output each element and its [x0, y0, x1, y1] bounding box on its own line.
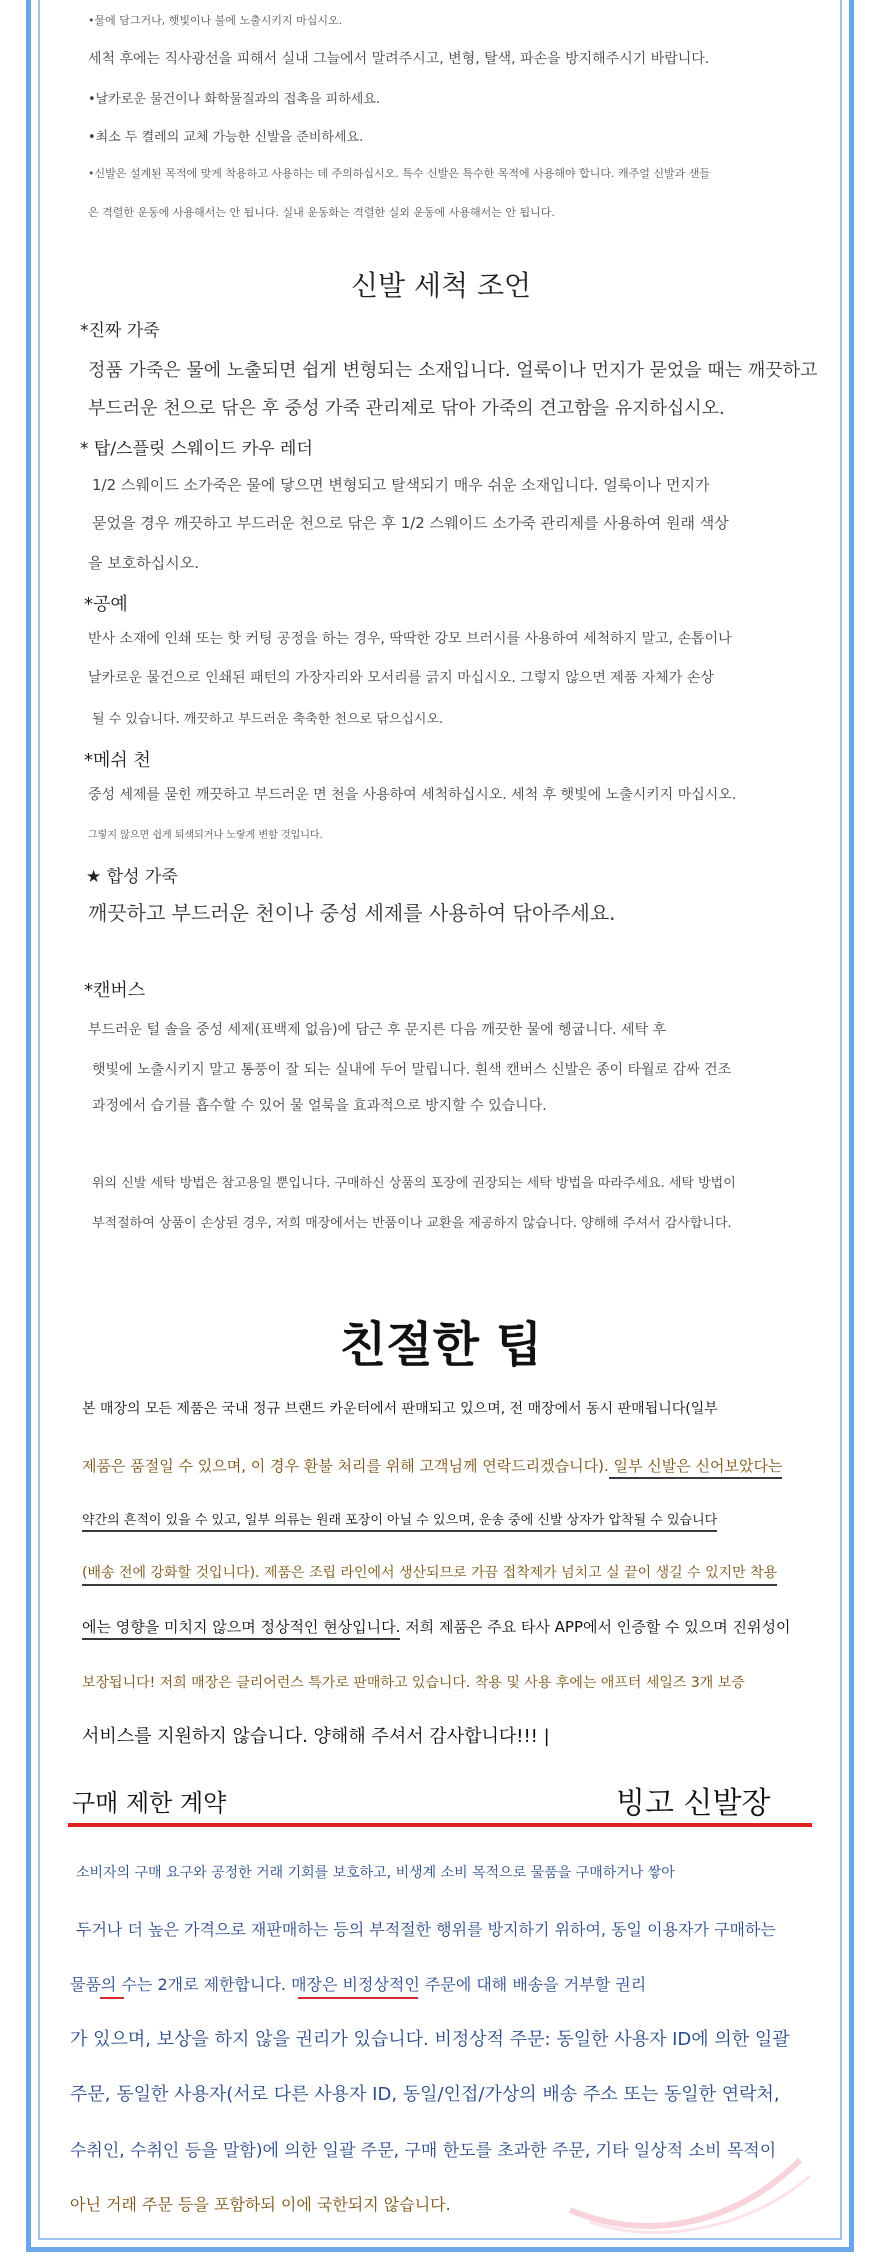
care-text: 부드러운 천으로 닦은 후 중성 가죽 관리제로 닦아 가죽의 견고함을 유지하십시오. — [88, 398, 725, 419]
intro-line: •신발은 설계된 목적에 맞게 착용하고 사용하는 데 주의하십시오. 특수 신발은 특수한 목적에 사용해야 합니다. 캐주얼 신발과 샌들 — [88, 167, 710, 180]
intro-line: 은 격렬한 운동에 사용해서는 안 됩니다. 실내 운동화는 격렬한 실외 운동에 사용해서는 안 됩니다. — [88, 206, 555, 219]
care-text: 날카로운 물건으로 인쇄된 패턴의 가장자리와 모서리를 긁지 마십시오. 그렇지 않으면 제품 자체가 손상 — [88, 670, 714, 686]
tips-line — [82, 1455, 782, 1476]
care-text: 깨끗하고 부드러운 천이나 중성 세제를 사용하여 닦아주세요. — [88, 901, 616, 925]
contract-title: 구매 제한 계약 — [72, 1789, 227, 1817]
care-heading-genuine-leather: *진짜 가죽 — [80, 321, 160, 341]
contract-line: 소비자의 구매 요구와 공정한 거래 기회를 보호하고, 비생계 소비 목적으로 물품을 구매하거나 쌓아 — [76, 1865, 675, 1881]
care-heading-mesh: *메쉬 천 — [84, 750, 151, 771]
intro-line: •물에 담그거나, 햇빛이나 불에 노출시키지 마십시오. — [88, 14, 343, 27]
care-text: 반사 소재에 인쇄 또는 핫 커팅 공정을 하는 경우, 딱딱한 강모 브러시를 사용하여 세척하지 말고, 손톱이나 — [88, 631, 732, 647]
intro-line: •최소 두 켤레의 교체 가능한 신발을 준비하세요. — [88, 130, 364, 145]
contract-text: 물품의 수는 2개로 제한합니다. 매장은 비정상적인 주문에 대해 배송을 거부할 권리 — [70, 1975, 647, 1994]
contract-line — [70, 1972, 646, 1995]
tips-line: 본 매장의 모든 제품은 국내 정규 브랜드 카운터에서 판매되고 있으며, 전 매장에서 동시 판매됩니다(일부 — [82, 1401, 718, 1417]
care-text: 정품 가죽은 물에 노출되면 쉽게 변형되는 소재입니다. 얼룩이나 먼지가 묻었을 때는 깨끗하고 — [88, 360, 818, 381]
care-text: 햇빛에 노출시키지 말고 통풍이 잘 되는 실내에 두어 말립니다. 흰색 캔버스 신발은 종이 타월로 감싸 건조 — [92, 1062, 732, 1078]
contract-line: 아닌 거래 주문 등을 포함하되 이에 국한되지 않습니다. — [70, 2195, 451, 2214]
care-text: 묻었을 경우 깨끗하고 부드러운 천으로 닦은 후 1/2 스웨이드 소가죽 관리제를 사용하여 원래 색상 — [92, 514, 729, 532]
red-underline-mark — [100, 1997, 124, 1999]
tips-text: 저희 제품은 주요 타사 APP에서 인증할 수 있으며 진위성이 — [400, 1618, 791, 1636]
red-underline-mark — [298, 1997, 418, 1999]
care-heading-canvas: *캔버스 — [84, 980, 146, 1001]
tips-line: 보장됩니다! 저희 매장은 클리어런스 특가로 판매하고 있습니다. 착용 및 사용 후에는 애프터 세일즈 3개 보증 — [82, 1675, 745, 1691]
red-divider — [68, 1823, 812, 1827]
care-text: 될 수 있습니다. 깨끗하고 부드러운 축축한 천으로 닦으십시오. — [92, 712, 444, 727]
tips-text: 제품은 품절일 수 있으며, 이 경우 환불 처리를 위해 고객님께 연락드리겠습니다). — [82, 1457, 609, 1475]
care-text: 그렇지 않으면 쉽게 퇴색되거나 노랗게 변할 것입니다. — [88, 830, 323, 841]
tips-line: 서비스를 지원하지 않습니다. 양해해 주셔서 감사합니다!!! | — [82, 1726, 550, 1747]
care-heading-synthetic: ★ 합성 가죽 — [86, 867, 178, 887]
care-text: 1/2 스웨이드 소가죽은 물에 닿으면 변형되고 탈색되기 매우 쉬운 소재입니다. 얼룩이나 먼지가 — [92, 476, 710, 494]
care-text: 을 보호하십시오. — [88, 554, 199, 572]
tips-title: 친절한 팁 — [339, 1317, 543, 1373]
contract-line: 가 있으며, 보상을 하지 않을 권리가 있습니다. 비정상적 주문: 동일한 사용자 ID에 의한 일괄 — [70, 2029, 790, 2050]
care-text: 중성 세제를 묻힌 깨끗하고 부드러운 면 천을 사용하여 세척하십시오. 세척 후 햇빛에 노출시키지 마십시오. — [88, 787, 737, 803]
tips-line: (배송 전에 강화할 것입니다). 제품은 조립 라인에서 생산되므로 가끔 접착제가 넘치고 실 끝이 생길 수 있지만 착용 — [82, 1562, 777, 1586]
care-disclaimer: 위의 신발 세탁 방법은 참고용일 뿐입니다. 구매하신 상품의 포장에 권장되는 세탁 방법을 따라주세요. 세탁 방법이 — [92, 1176, 736, 1191]
contract-line: 주문, 동일한 사용자(서로 다른 사용자 ID, 동일/인접/가상의 배송 주소 또는 동일한 연락처, — [70, 2084, 780, 2105]
care-text: 과정에서 습기를 흡수할 수 있어 물 얼룩을 효과적으로 방지할 수 있습니다. — [92, 1098, 547, 1114]
tips-line — [82, 1616, 790, 1637]
pink-swirl-decoration — [560, 2140, 820, 2240]
intro-line: •날카로운 물건이나 화학물질과의 접촉을 피하세요. — [88, 92, 381, 107]
care-heading-craft: *공예 — [84, 594, 128, 615]
brand-name: 빙고 신발장 — [616, 1786, 771, 1821]
intro-line: 세척 후에는 직사광선을 피해서 실내 그늘에서 말려주시고, 변형, 탈색, 파손을 방지해주시기 바랍니다. — [88, 51, 710, 67]
tips-line: 약간의 흔적이 있을 수 있고, 일부 의류는 원래 포장이 아닐 수 있으며, 운송 중에 신발 상자가 압착될 수 있습니다 — [82, 1509, 717, 1532]
tips-text-underlined: 에는 영향을 미치지 않으며 정상적인 현상입니다. — [82, 1618, 400, 1640]
tips-text-underlined: 일부 신발은 신어보았다는 — [609, 1457, 783, 1479]
care-text: 부드러운 털 솔을 중성 세제(표백제 없음)에 담근 후 문지른 다음 깨끗한 물에 헹굽니다. 세탁 후 — [88, 1022, 667, 1038]
care-title: 신발 세척 조언 — [350, 269, 532, 302]
care-disclaimer: 부적절하여 상품이 손상된 경우, 저희 매장에서는 반품이나 교환을 제공하지 않습니다. 양해해 주셔서 감사합니다. — [92, 1216, 732, 1231]
care-heading-suede: * 탑/스플릿 스웨이드 카우 레더 — [80, 439, 313, 459]
contract-line: 수취인, 수취인 등을 말함)에 의한 일괄 주문, 구매 한도를 초과한 주문, 기타 일상적 소비 목적이 — [70, 2141, 777, 2161]
contract-line: 두거나 더 높은 가격으로 재판매하는 등의 부적절한 행위를 방지하기 위하여, 동일 이용자가 구매하는 — [76, 1920, 776, 1939]
